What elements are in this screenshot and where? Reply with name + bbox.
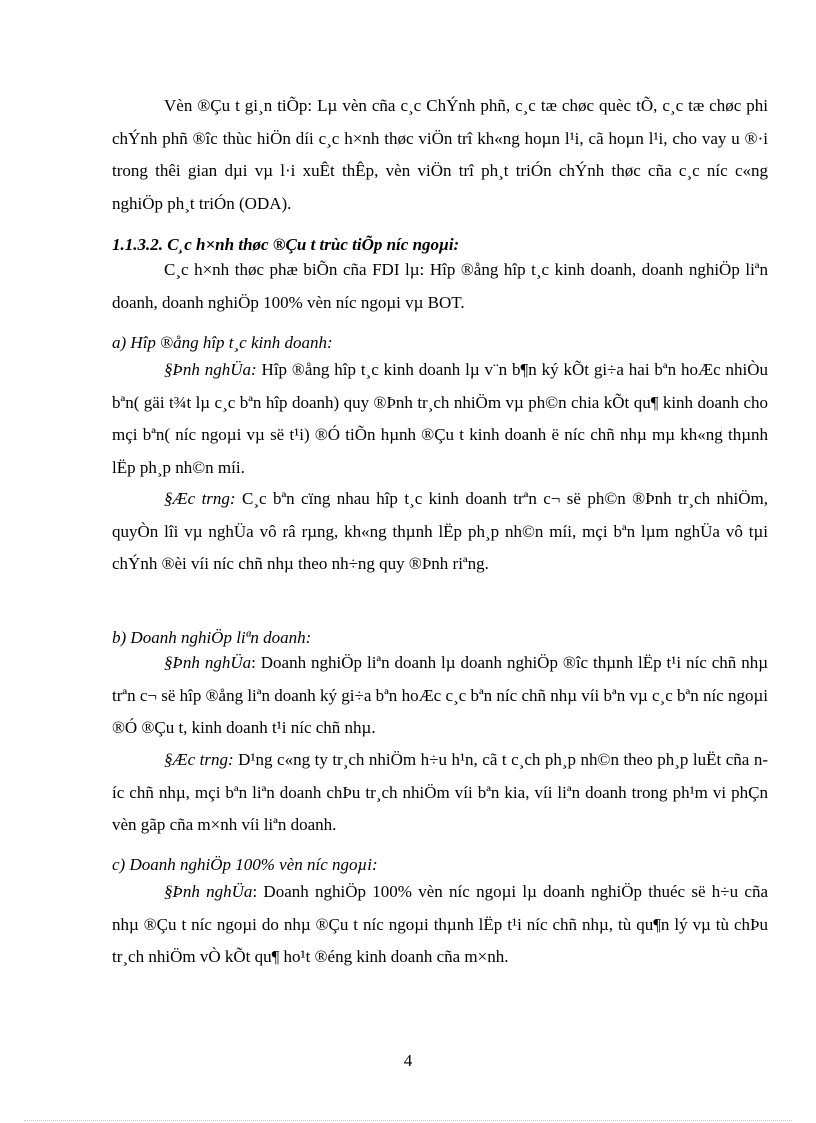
- definition-label: §Þnh nghÜa:: [164, 360, 257, 379]
- page-number: 4: [403, 1051, 413, 1070]
- features-label: §Æc trng:: [164, 750, 234, 769]
- paragraph-indirect-investment: Vèn ®Çu t gi¸n tiÕp: Lµ vèn cña c¸c ChÝnh phñ, c¸c tæ chøc quèc tÕ, c¸c tæ chøc phi chÝnh phñ ®îc thùc hiÖn díi c¸c h×nh thøc viÖn trî kh«ng hoµn l¹i, cã hoµn l¹i, cho vay u ®·i trong thêi gian dµi vµ l·i xuÊt thÊp, vèn viÖn trî ph¸t triÓn chÝnh thøc cña c¸c níc c«ng nghiÖp ph¸t triÓn (ODA).: [112, 96, 768, 213]
- definition-text: : Doanh nghiÖp 100% vèn níc ngoµi lµ doanh nghiÖp thuéc së h÷u cña nhµ ®Çu t níc ngoµi do nhµ ®Çu t níc ngoµi thµnh lËp t¹i níc chñ nhµ, tù qu¶n lý vµ tù chÞu tr¸ch nhiÖm vÒ kÕt qu¶ ho¹t ®éng kinh doanh cña m×nh.: [112, 882, 768, 966]
- features-text: D¹ng c«ng ty tr¸ch nhiÖm h÷u h¹n, cã t c¸ch ph¸p nh©n theo ph¸p luËt cña níc chñ nhµ, mçi bªn liªn doanh chÞu tr¸ch nhiÖm víi bªn kia, víi liªn doanh trong ph¹m vi phÇn vèn gãp cña m×nh víi liªn doanh.: [112, 750, 768, 834]
- definition-text: Hîp ®ång hîp t¸c kinh doanh lµ v¨n b¶n ký kÕt gi÷a hai bªn hoÆc nhiÒu bªn( gäi t¾t lµ c¸c bªn hîp doanh) quy ®Þnh tr¸ch nhiÖm vµ ph©n chia kÕt qu¶ kinh doanh cho mçi bªn( níc ngoµi vµ së t¹i) ®Ó tiÕn hµnh ®Çu t kinh doanh ë níc chñ nhµ mµ kh«ng thµnh lËp ph¸p nh©n míi.: [112, 360, 768, 477]
- subsection-title-c: c) Doanh nghiÖp 100% vèn níc ngoµi:: [112, 855, 378, 874]
- definition-label: §Þnh nghÜa: [164, 653, 252, 672]
- paragraph-b-definition: [112, 647, 768, 745]
- subsection-title-b: b) Doanh nghiÖp liªn doanh:: [112, 628, 312, 647]
- section-heading: 1.1.3.2. C¸c h×nh thøc ®Çu t trùc tiÕp níc ngoµi:: [112, 235, 460, 254]
- definition-text: : Doanh nghiÖp liªn doanh lµ doanh nghiÖp ®îc thµnh lËp t¹i níc chñ nhµ trªn c¬ së hîp ®ång liªn doanh ký gi÷a bªn hoÆc c¸c bªn níc chñ nhµ víi bªn vµ c¸c bªn níc ngoµi ®Ó ®Çu t, kinh doanh t¹i níc chñ nhµ.: [112, 653, 768, 737]
- paragraph-b-features: [112, 744, 768, 842]
- features-label: §Æc trng:: [164, 489, 236, 508]
- subsection-title-a: a) Hîp ®ång hîp t¸c kinh doanh:: [112, 333, 333, 352]
- features-text: C¸c bªn cïng nhau hîp t¸c kinh doanh trªn c¬ së ph©n ®Þnh tr¸ch nhiÖm, quyÒn lîi vµ nghÜa vô râ rµng, kh«ng thµnh lËp ph¸p nh©n míi, mçi bªn lµm nghÜa vô tµi chÝnh ®èi víi níc chñ nhµ theo nh÷ng quy ®Þnh riªng.: [112, 489, 768, 573]
- paragraph-fdi-forms: C¸c h×nh thøc phæ biÕn cña FDI lµ: Hîp ®ång hîp t¸c kinh doanh, doanh nghiÖp liªn doanh, doanh nghiÖp 100% vèn níc ngoµi vµ BOT.: [112, 260, 768, 312]
- definition-label: §Þnh nghÜa: [164, 882, 253, 901]
- paragraph-a-definition: [112, 354, 768, 484]
- paragraph-c-definition: [112, 876, 768, 974]
- page-bottom-divider: [24, 1120, 792, 1121]
- paragraph-a-features: [112, 483, 768, 581]
